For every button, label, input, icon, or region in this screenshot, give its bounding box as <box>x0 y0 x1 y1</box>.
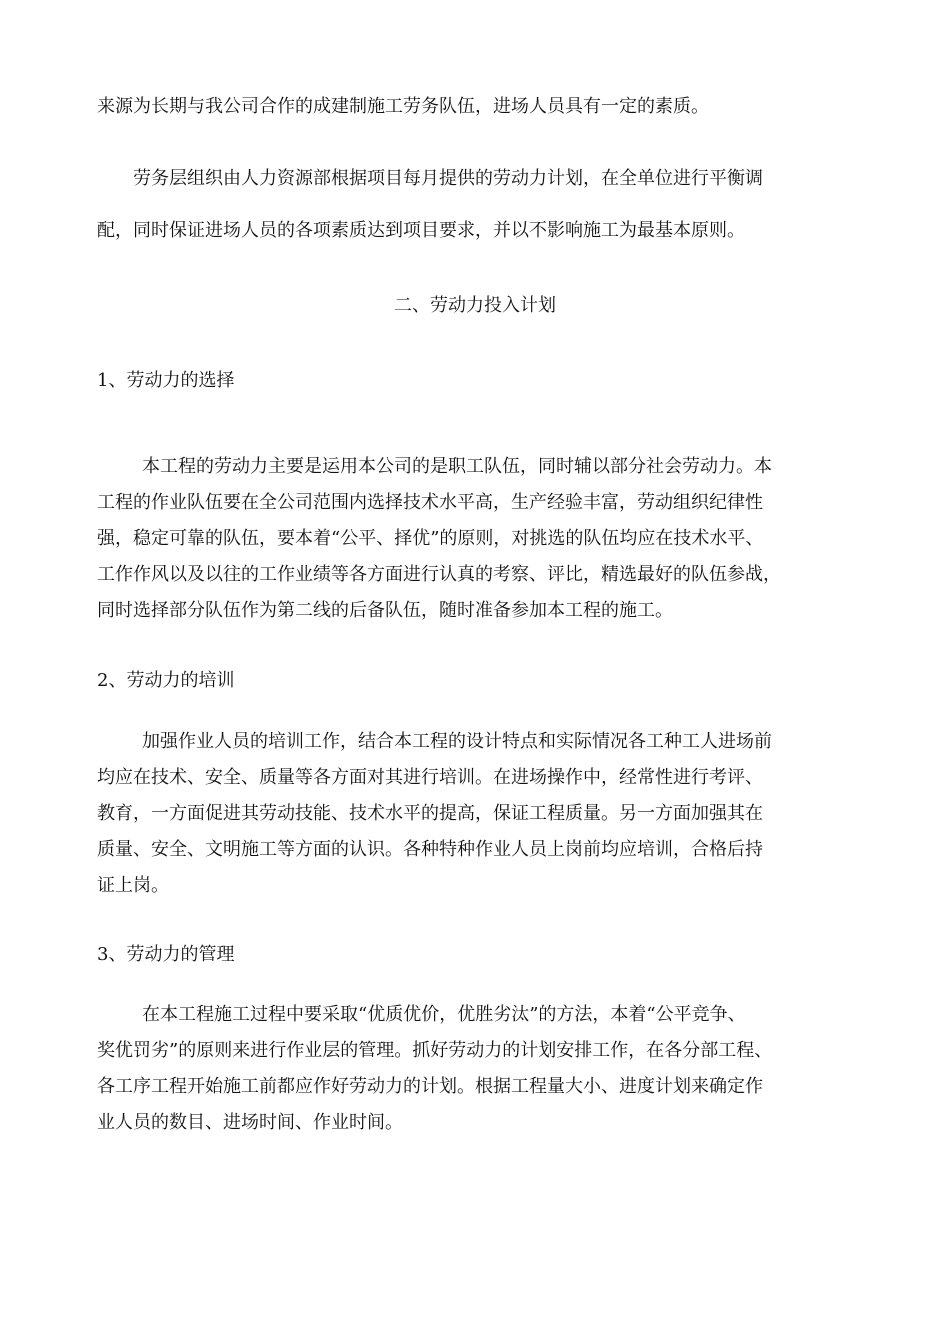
text-line: 奖优罚劣”的原则来进行作业层的管理。抓好劳动力的计划安排工作，在各分部工程、 <box>97 1040 773 1061</box>
text-line: 各工序工程开始施工前都应作好劳动力的计划。根据工程量大小、进度计划来确定作 <box>97 1076 763 1097</box>
training-paragraph <box>97 727 887 901</box>
section-title: 二、劳动力投入计划 <box>394 295 556 316</box>
text-line: 强，稳定可靠的队伍，要本着“公平、择优”的原则，对挑选的队伍均应在技术水平、 <box>97 528 764 549</box>
text-line: 工作作风以及以往的工作业绩等各方面进行认真的考察、评比，精选最好的队伍参战， <box>97 564 781 585</box>
text-line: 来源为长期与我公司合作的成建制施工劳务队伍，进场人员具有一定的素质。 <box>97 96 709 117</box>
text-line: 教育，一方面促进其劳动技能、技术水平的提高，保证工程质量。另一方面加强其在 <box>97 803 763 824</box>
text-line: 劳务层组织由人力资源部根据项目每月提供的劳动力计划，在全单位进行平衡调 <box>133 168 763 189</box>
text-line: 本工程的劳动力主要是运用本公司的是职工队伍，同时辅以部分社会劳动力。本 <box>142 456 772 477</box>
text-line: 工程的作业队伍要在全公司范围内选择技术水平高，生产经验丰富，劳动组织纪律性 <box>97 492 763 513</box>
selection-paragraph <box>97 452 887 626</box>
text-line: 均应在技术、安全、质量等各方面对其进行培训。在进场操作中，经常性进行考评、 <box>97 767 763 788</box>
text-line: 配，同时保证进场人员的各项素质达到项目要求，并以不影响施工为最基本原则。 <box>97 220 745 241</box>
text-line: 加强作业人员的培训工作，结合本工程的设计特点和实际情况各工种工人进场前 <box>142 731 772 752</box>
intro-paragraph-1 <box>97 92 887 122</box>
text-line: 在本工程施工过程中要采取“优质优价，优胜劣汰”的方法，本着“公平竞争、 <box>142 1004 746 1025</box>
intro-paragraph-2 <box>97 164 887 246</box>
training-heading <box>97 666 887 696</box>
management-heading <box>97 940 887 970</box>
text-line: 质量、安全、文明施工等方面的认识。各种特种作业人员上岗前均应培训，合格后持 <box>97 839 763 860</box>
text-line: 业人员的数目、进场时间、作业时间。 <box>97 1112 403 1133</box>
management-paragraph <box>97 1000 887 1138</box>
text-line: 证上岗。 <box>97 875 169 896</box>
subsection-heading: 1、劳动力的选择 <box>97 370 235 391</box>
text-line: 同时选择部分队伍作为第二线的后备队伍，随时准备参加本工程的施工。 <box>97 600 673 621</box>
subsection-heading: 3、劳动力的管理 <box>97 944 235 965</box>
subsection-heading: 2、劳动力的培训 <box>97 670 235 691</box>
selection-heading <box>97 366 887 396</box>
